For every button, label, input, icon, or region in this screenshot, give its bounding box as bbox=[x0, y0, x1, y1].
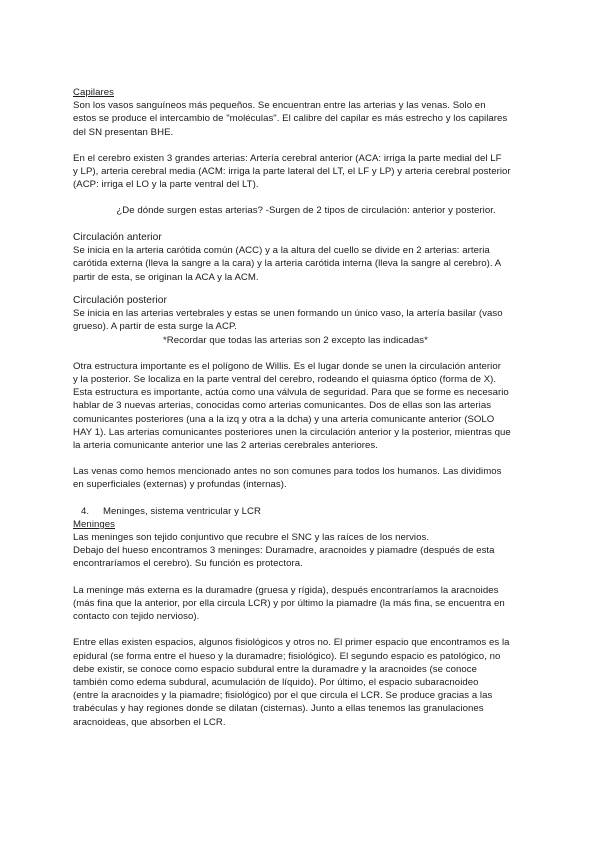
heading-meninges: Meninges bbox=[73, 518, 115, 530]
paragraph-line: (más fina que la anterior, por ella circula LCR) y por último la piamadre (la más fina, se encuentra en bbox=[73, 597, 505, 609]
paragraph-line: Otra estructura importante es el polígono de Willis. Es el lugar donde se unen la circulación anterior bbox=[73, 360, 501, 372]
heading-capilares: Capilares bbox=[73, 87, 114, 98]
paragraph-line: grueso). A partir de esta surge la ACP. bbox=[73, 321, 237, 333]
paragraph-line: Son los vasos sanguíneos más pequeños. Se encuentran entre las arterias y las venas. Solo en bbox=[73, 100, 486, 112]
paragraph-line: contacto con tejido nervioso). bbox=[73, 611, 200, 623]
paragraph-line: debe existir, se conoce como espacio subdural entre la duramadre y la aracnoides (se conoce bbox=[73, 663, 477, 675]
question-line: ¿De dónde surgen estas arterias? -Surgen de 2 tipos de circulación: anterior y posterior. bbox=[116, 205, 496, 217]
paragraph-line: Esta estructura es importante, actúa como una válvula de seguridad. Para que se forme es necesario bbox=[73, 387, 509, 399]
paragraph-line: comunicantes posteriores (una a la izq y otra a la dcha) y una arteria comunicante anterior (SOLO bbox=[73, 413, 495, 425]
paragraph-line: partir de esta, se originan la ACA y la ACM. bbox=[73, 271, 259, 283]
paragraph-line: la arteria comunicante anterior une las 2 arterias cerebrales anteriores. bbox=[73, 440, 378, 452]
paragraph-line: (entre la aracnoides y la piamadre; fisiológico) por el que circula el LCR. Se produce gracias a las bbox=[73, 690, 493, 702]
paragraph-line: del SN presentan BHE. bbox=[73, 126, 174, 138]
paragraph-line: epidural (se forma entre el hueso y la duramadre; fisiológico). El segundo espacio es patológico, no bbox=[73, 650, 501, 662]
paragraph-line: Entre ellas existen espacios, algunos fisiológicos y otros no. El primer espacio que encontramos es la bbox=[73, 637, 510, 649]
section-heading-4 bbox=[73, 505, 531, 518]
heading-circulacion-anterior: Circulación anterior bbox=[73, 231, 162, 243]
paragraph-line: Las venas como hemos mencionado antes no son comunes para todos los humanos. Las dividimos bbox=[73, 466, 502, 478]
paragraph-line: En el cerebro existen 3 grandes arterias: Artería cerebral anterior (ACA: irriga la parte medial del LF bbox=[73, 152, 502, 164]
paragraph-line: carótida externa (lleva la sangre a la cara) y la arteria carótida interna (lleva la sangre al cerebro). A bbox=[73, 258, 502, 270]
section-title: Meninges, sistema ventricular y LCR bbox=[103, 505, 261, 517]
paragraph-line: y LP), arteria cerebral media (ACM: irriga la parte lateral del LT, el LF y LP) y arteria cerebral posterior bbox=[73, 166, 511, 178]
paragraph-line: Se inicia en las arterias vertebrales y estas se unen formando un único vaso, la artería basilar (vaso bbox=[73, 308, 503, 320]
paragraph-line: en superficiales (externas) y profundas (internas). bbox=[73, 479, 287, 491]
paragraph-line: también como edema subdural, acumulación de líquido). Por último, el espacio subaracnoideo bbox=[73, 676, 479, 688]
heading-circulacion-posterior: Circulación posterior bbox=[73, 294, 167, 306]
note-line: *Recordar que todas las arterias son 2 excepto las indicadas* bbox=[163, 334, 428, 346]
paragraph-line: hablar de 3 nuevas arterias, conocidas como arterias comunicantes. Dos de ellas son las arterias bbox=[73, 400, 492, 412]
paragraph-line: aracnoideas, que absorben el LCR. bbox=[73, 716, 226, 728]
paragraph-line: Las meninges son tejido conjuntivo que recubre el SNC y las raíces de los nervios. bbox=[73, 532, 430, 544]
paragraph-line: Se inicia en la arteria carótida común (ACC) y a la altura del cuello se divide en 2 arterias: arteria bbox=[73, 245, 490, 257]
paragraph-line: y la posterior. Se localiza en la parte ventral del cerebro, rodeando el quiasma óptico (forma de X). bbox=[73, 374, 497, 386]
paragraph-line: La meninge más externa es la duramadre (gruesa y rígida), después encontraríamos la aracnoides bbox=[73, 584, 499, 596]
paragraph-line: HAY 1). Las arterias comunicantes posteriores unen la circulación anterior y la posterior, mientras que bbox=[73, 426, 511, 438]
paragraph-line: (ACP: irriga el LO y la parte ventral del LT). bbox=[73, 179, 259, 191]
paragraph-line: trabéculas y hay regiones donde se dilatan (cisternas). Junto a ellas tenemos las granulaciones bbox=[73, 703, 484, 715]
document-body bbox=[73, 86, 531, 729]
paragraph-line: Debajo del hueso encontramos 3 meninges: Duramadre, aracnoides y piamadre (después de esta bbox=[73, 545, 495, 557]
paragraph-line: estos se produce el intercambio de "moléculas". El calibre del capilar es más estrecho y los capilares bbox=[73, 113, 508, 125]
section-number: 4. bbox=[81, 505, 90, 517]
paragraph-line: encontraríamos el cerebro). Su función es protectora. bbox=[73, 558, 303, 570]
